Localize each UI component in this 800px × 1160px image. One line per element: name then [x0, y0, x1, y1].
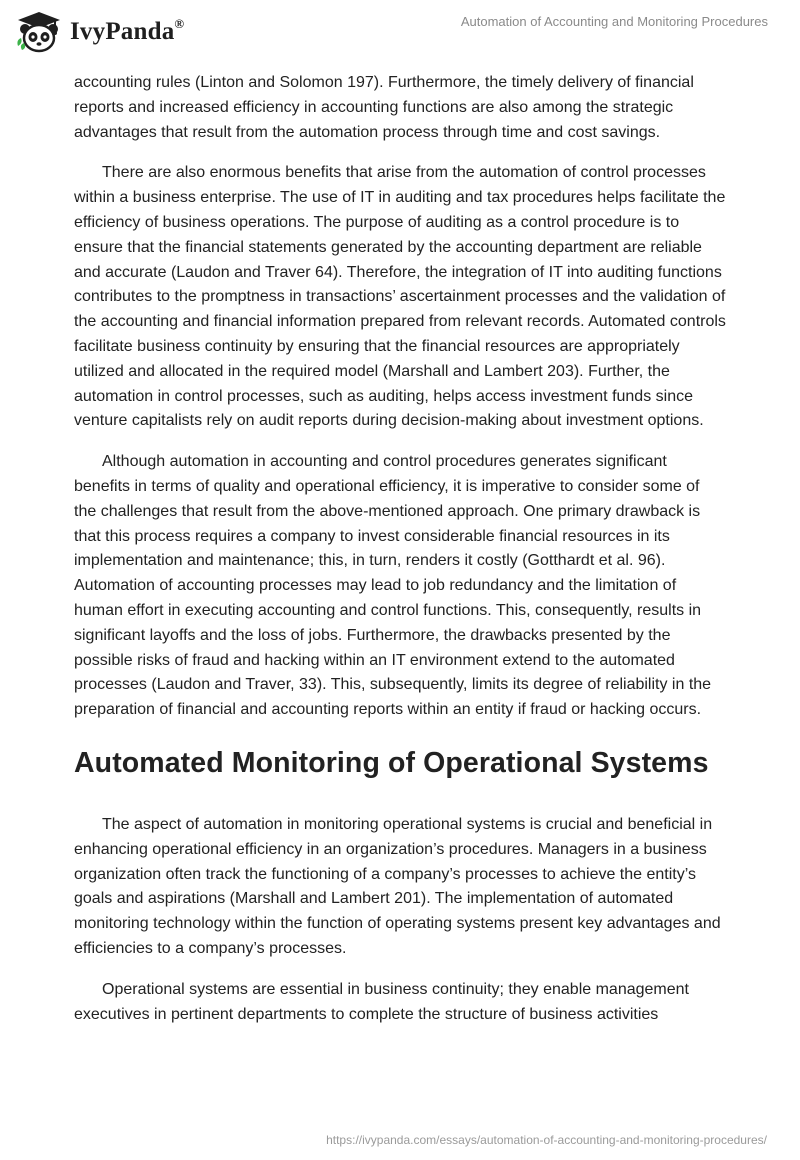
registered-mark: ® [174, 16, 185, 31]
essay-body [74, 71, 726, 1043]
logo-text: IvyPanda® [70, 16, 185, 45]
paragraph: Operational systems are essential in business continuity; they enable management executives in pertinent departments to complete the structure of business activities [74, 980, 689, 1023]
logo[interactable] [14, 10, 184, 54]
footer-url-link[interactable]: https://ivypanda.com/essays/automation-of-accounting-and-monitoring-procedures/ [326, 1133, 767, 1147]
paragraph: The aspect of automation in monitoring operational systems is crucial and beneficial in enhancing operational efficiency in an organization’s procedures. Managers in a business organization often track the functioning of a company’s processes to achieve the entity’s goals and aspirations (Marshall and Lambert 201). The implementation of automated monitoring technology within the function of operating systems present key advantages and efficiencies to a company’s processes. [74, 815, 721, 957]
paragraph: Although automation in accounting and control procedures generates significant benefits in terms of quality and operational efficiency, it is imperative to consider some of the challenges that result from the above-mentioned approach. One primary drawback is that this process requires a company to invest considerable financial resources in its implementation and maintenance; this, in turn, renders it costly (Gotthardt et al. 96). Automation of accounting processes may lead to job redundancy and the limitation of human effort in executing accounting and control functions. This, consequently, results in significant layoffs and the loss of jobs. Furthermore, the drawbacks presented by the possible risks of fraud and hacking within an IT environment extend to the automated processes (Laudon and Traver, 33). This, subsequently, limits its degree of reliability in the preparation of financial and accounting reports within an entity if fraud or hacking occurs. [74, 453, 712, 719]
document-title: Automation of Accounting and Monitoring Procedures [460, 14, 768, 29]
paragraph: There are also enormous benefits that arise from the automation of control processes within a business enterprise. The use of IT in auditing and tax procedures helps facilitate the efficiency of business operations. The purpose of auditing as a control procedure is to ensure that the financial statements generated by the accounting department are reliable and accurate (Laudon and Traver 64). Therefore, the integration of IT into auditing functions contributes to the promptness in transactions’ ascertainment processes and the validation of the accounting and financial information prepared from relevant records. Automated controls facilitate business continuity by ensuring that the financial resources are appropriately utilized and allocated in the required model (Marshall and Lambert 203). Further, the automation in control processes, such as auditing, helps access investment funds since venture capitalists rely on audit reports during decision-making about investment options. [74, 164, 726, 430]
paragraph-continuation: accounting rules (Linton and Solomon 197). Furthermore, the timely delivery of financial reports and increased efficiency in accounting functions are also among the strategic advantages that result from the automation process through time and cost savings. [74, 74, 694, 141]
section-heading: Automated Monitoring of Operational Systems [74, 746, 709, 779]
panda-graduation-cap-icon [14, 10, 64, 54]
